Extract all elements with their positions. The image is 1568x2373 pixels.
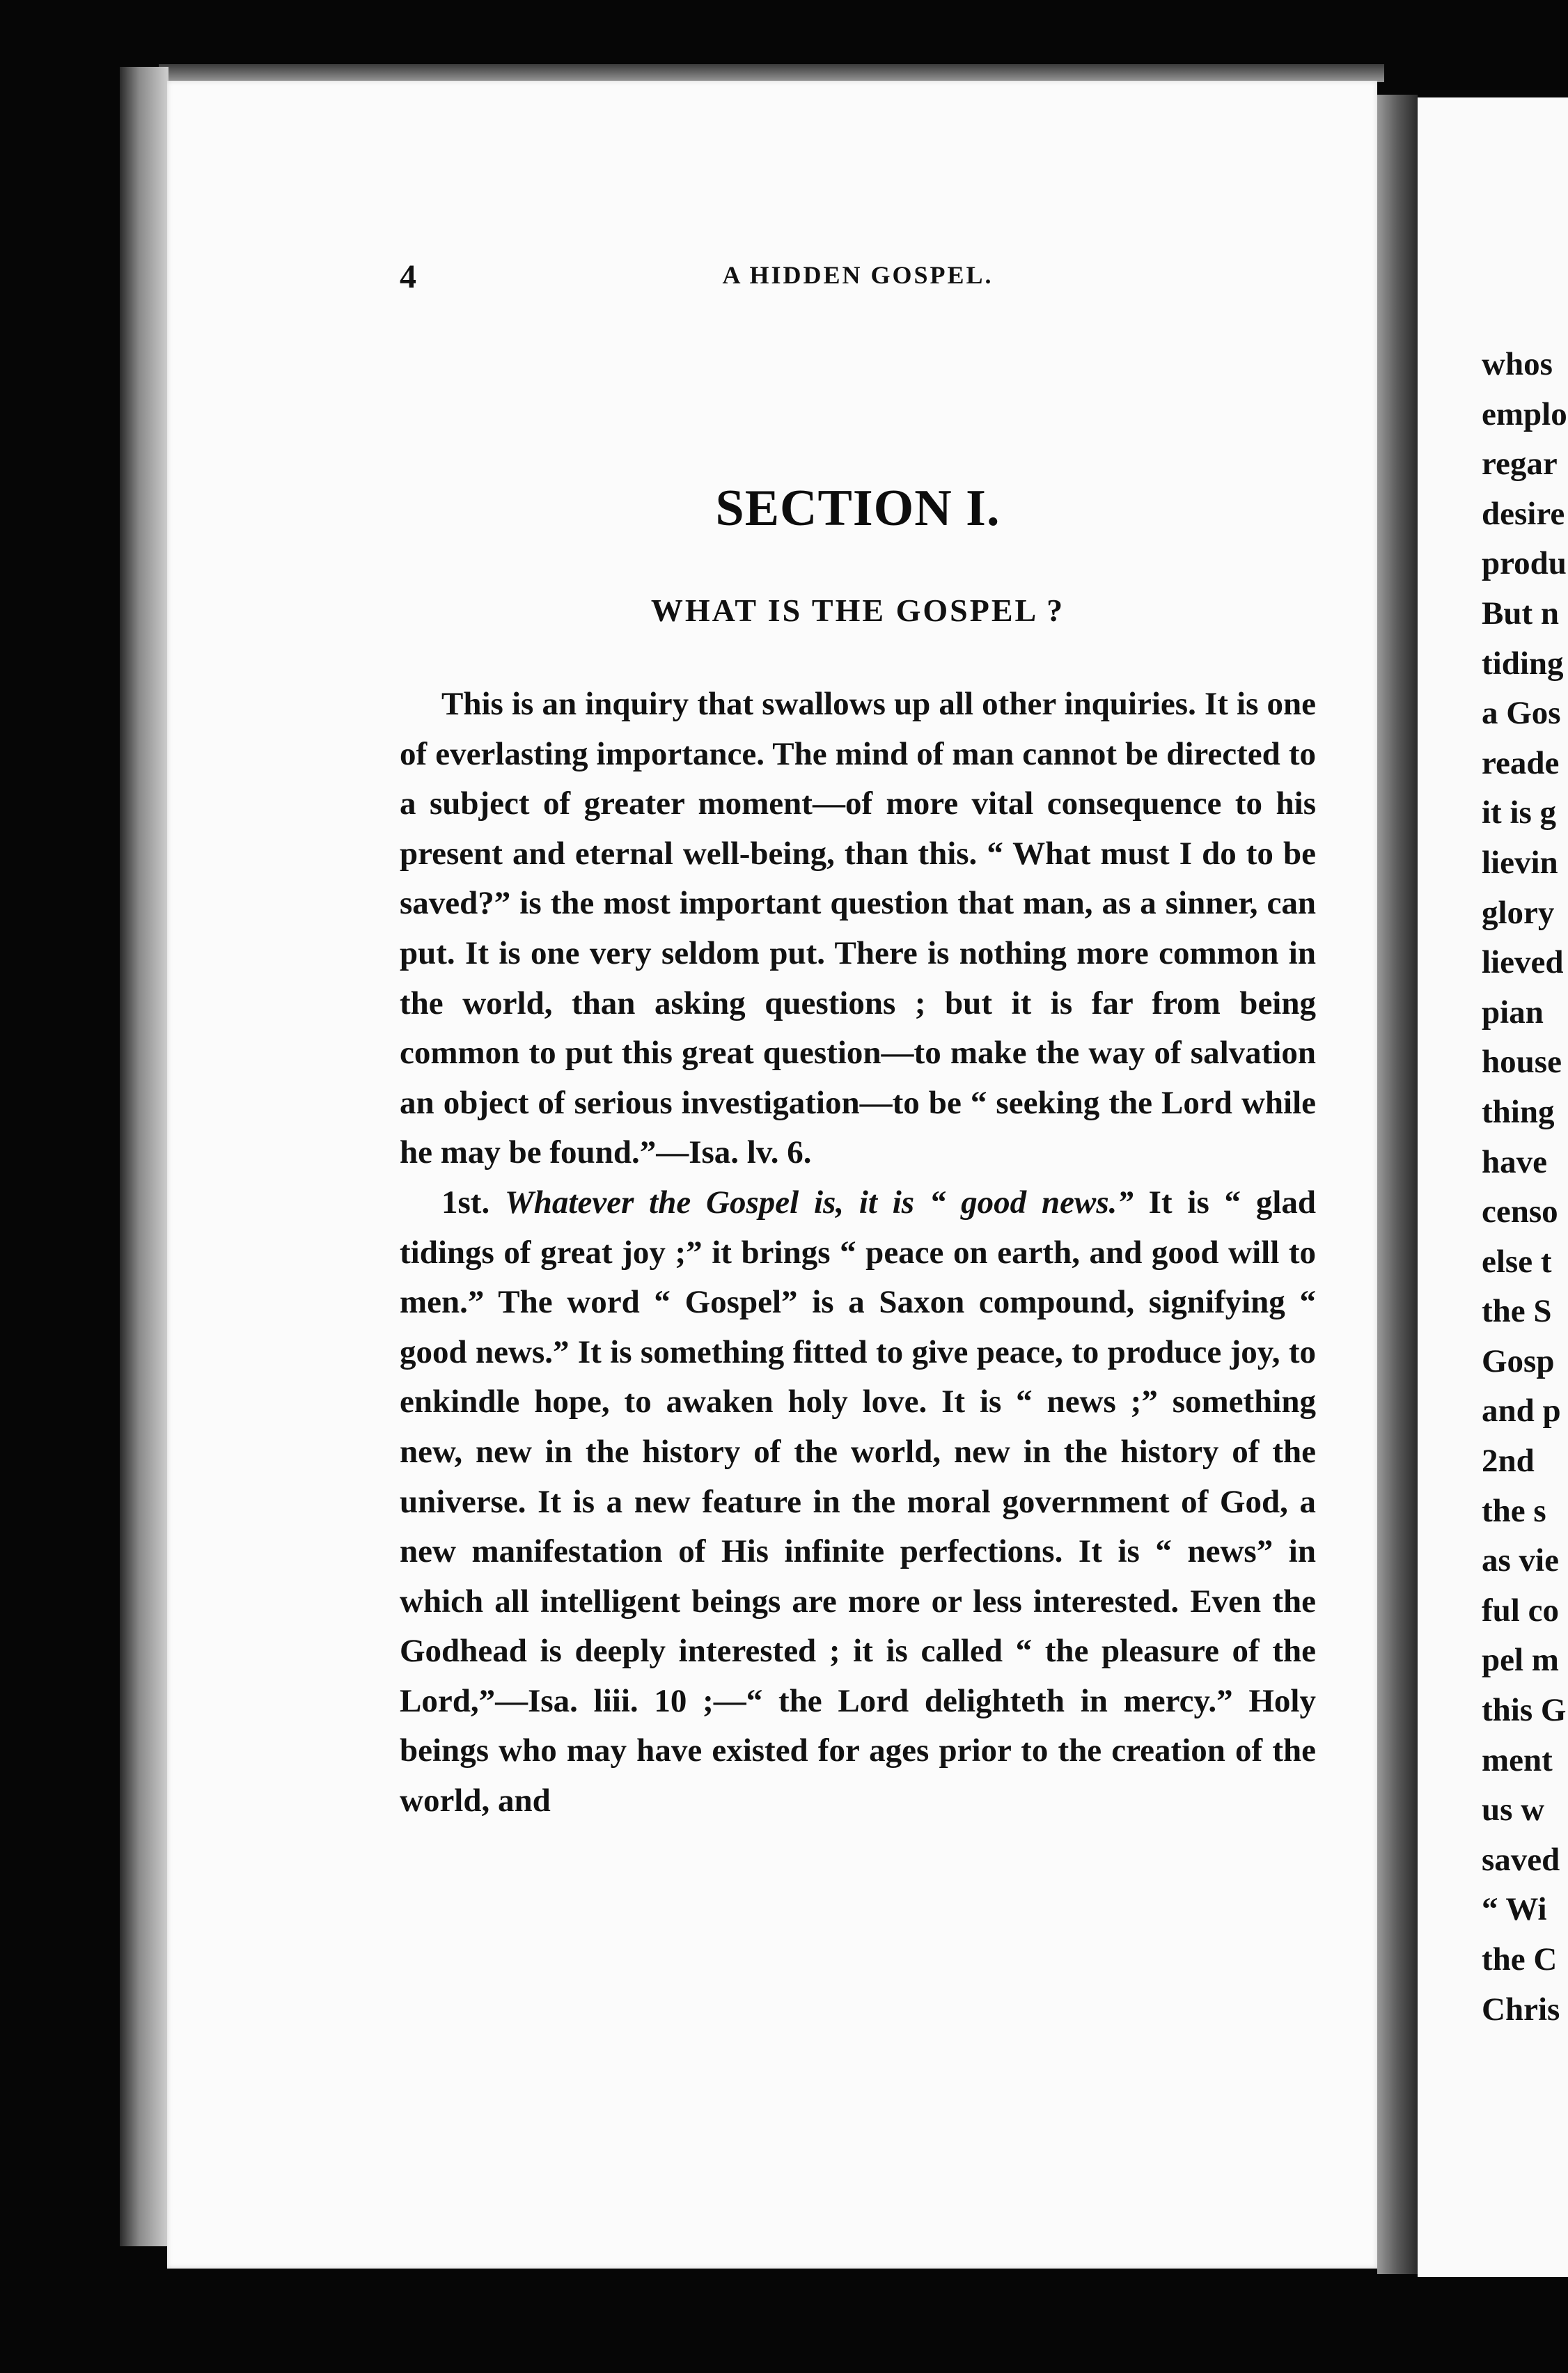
facing-page-line: whos <box>1482 346 1553 382</box>
facing-page-line: saved <box>1482 1841 1560 1878</box>
facing-page-line: the S <box>1482 1293 1552 1330</box>
facing-page-line: produ <box>1482 545 1567 582</box>
facing-page-line: ment <box>1482 1741 1553 1778</box>
facing-page-line: reade <box>1482 744 1560 781</box>
facing-page-line: the C <box>1482 1941 1558 1978</box>
facing-page-line: glory <box>1482 894 1555 931</box>
running-title: A HIDDEN GOSPEL. <box>722 261 994 289</box>
section-subtitle: WHAT IS THE GOSPEL ? <box>650 593 1065 628</box>
paragraph-first-point <box>400 1178 1316 1826</box>
facing-page-fragments <box>1482 340 1568 2035</box>
facing-page-line: this G <box>1482 1692 1567 1729</box>
point-heading: Whatever the Gospel is, it is <box>505 1184 915 1221</box>
page-number: 4 <box>400 258 416 295</box>
point-heading-quote: “ good news.” <box>929 1184 1134 1221</box>
facing-page-line: tiding <box>1482 645 1564 682</box>
facing-page-line: But n <box>1482 595 1560 632</box>
facing-page-line: censo <box>1482 1193 1558 1230</box>
facing-page-line: and p <box>1482 1393 1561 1430</box>
facing-page-line: pel m <box>1482 1642 1559 1679</box>
facing-page-line: pian <box>1482 994 1544 1031</box>
facing-page-line: “ Wi <box>1482 1891 1547 1928</box>
facing-page-line: lieved <box>1482 944 1564 981</box>
body-text <box>400 680 1316 1826</box>
page-top-edge <box>159 64 1384 82</box>
facing-page-line: us w <box>1482 1792 1545 1828</box>
running-head <box>400 258 1316 297</box>
facing-page-line: Chris <box>1482 1991 1560 2028</box>
section-title: SECTION I. <box>715 480 1001 537</box>
facing-page-line: emplo <box>1482 396 1567 432</box>
facing-page-line: Gosp <box>1482 1342 1555 1379</box>
facing-page-line: else t <box>1482 1243 1552 1280</box>
facing-page-line: 2nd <box>1482 1443 1535 1480</box>
facing-page-line: it is g <box>1482 794 1557 831</box>
facing-page-line: the s <box>1482 1492 1546 1529</box>
facing-page-line: a Gos <box>1482 695 1561 732</box>
point-body: It is “ glad tidings of great joy ;” it brings “ peace on earth, and good will to men.” The word “ Gospel” is a Saxon compound, signifying “ good news.” It is something fitted to give peace, to produce joy, to enkindle hope, to awaken holy love. It is “ news ;” something new, new in the history of the world, new in the history of the universe. It is a new feature in the moral government of God, a new manifestation of His infinite perfections. It is “ news” in which all intelligent beings are more or less interested. Even the Godhead is deeply interested ; it is called “ the pleasure of the Lord,”—Isa. liii. 10 ;—“ the Lord delighteth in mercy.” Holy beings who may have existed for ages prior to the creation of the world, and <box>400 1184 1317 1819</box>
facing-page-line: house <box>1482 1044 1562 1081</box>
facing-page-line: thing <box>1482 1093 1555 1130</box>
book-gutter <box>1377 95 1418 2274</box>
facing-page-line: ful co <box>1482 1592 1559 1629</box>
facing-page-line: desire <box>1482 495 1565 532</box>
page-left-edge <box>120 67 168 2246</box>
paragraph-intro: This is an inquiry that swallows up all other inquiries. It is one of everlasting importance. The mind of man cannot be directed to a subject of greater moment—of more vital consequence to his present and eternal well-being, than this. “ What must I do to be saved?” is the most important question that man, as a sinner, can put. It is one very seldom put. There is nothing more common in the world, than asking questions ; but it is far from being common to put this great question—to make the way of salvation an object of serious investigation—to be “ seeking the Lord while he may be found.”—Isa. lv. 6. <box>400 686 1316 1171</box>
facing-page-line: lievin <box>1482 844 1558 881</box>
facing-page-line: as vie <box>1482 1542 1559 1579</box>
facing-page-line: have <box>1482 1143 1547 1180</box>
facing-page-line: regar <box>1482 446 1558 483</box>
point-number: 1st. <box>441 1184 490 1221</box>
